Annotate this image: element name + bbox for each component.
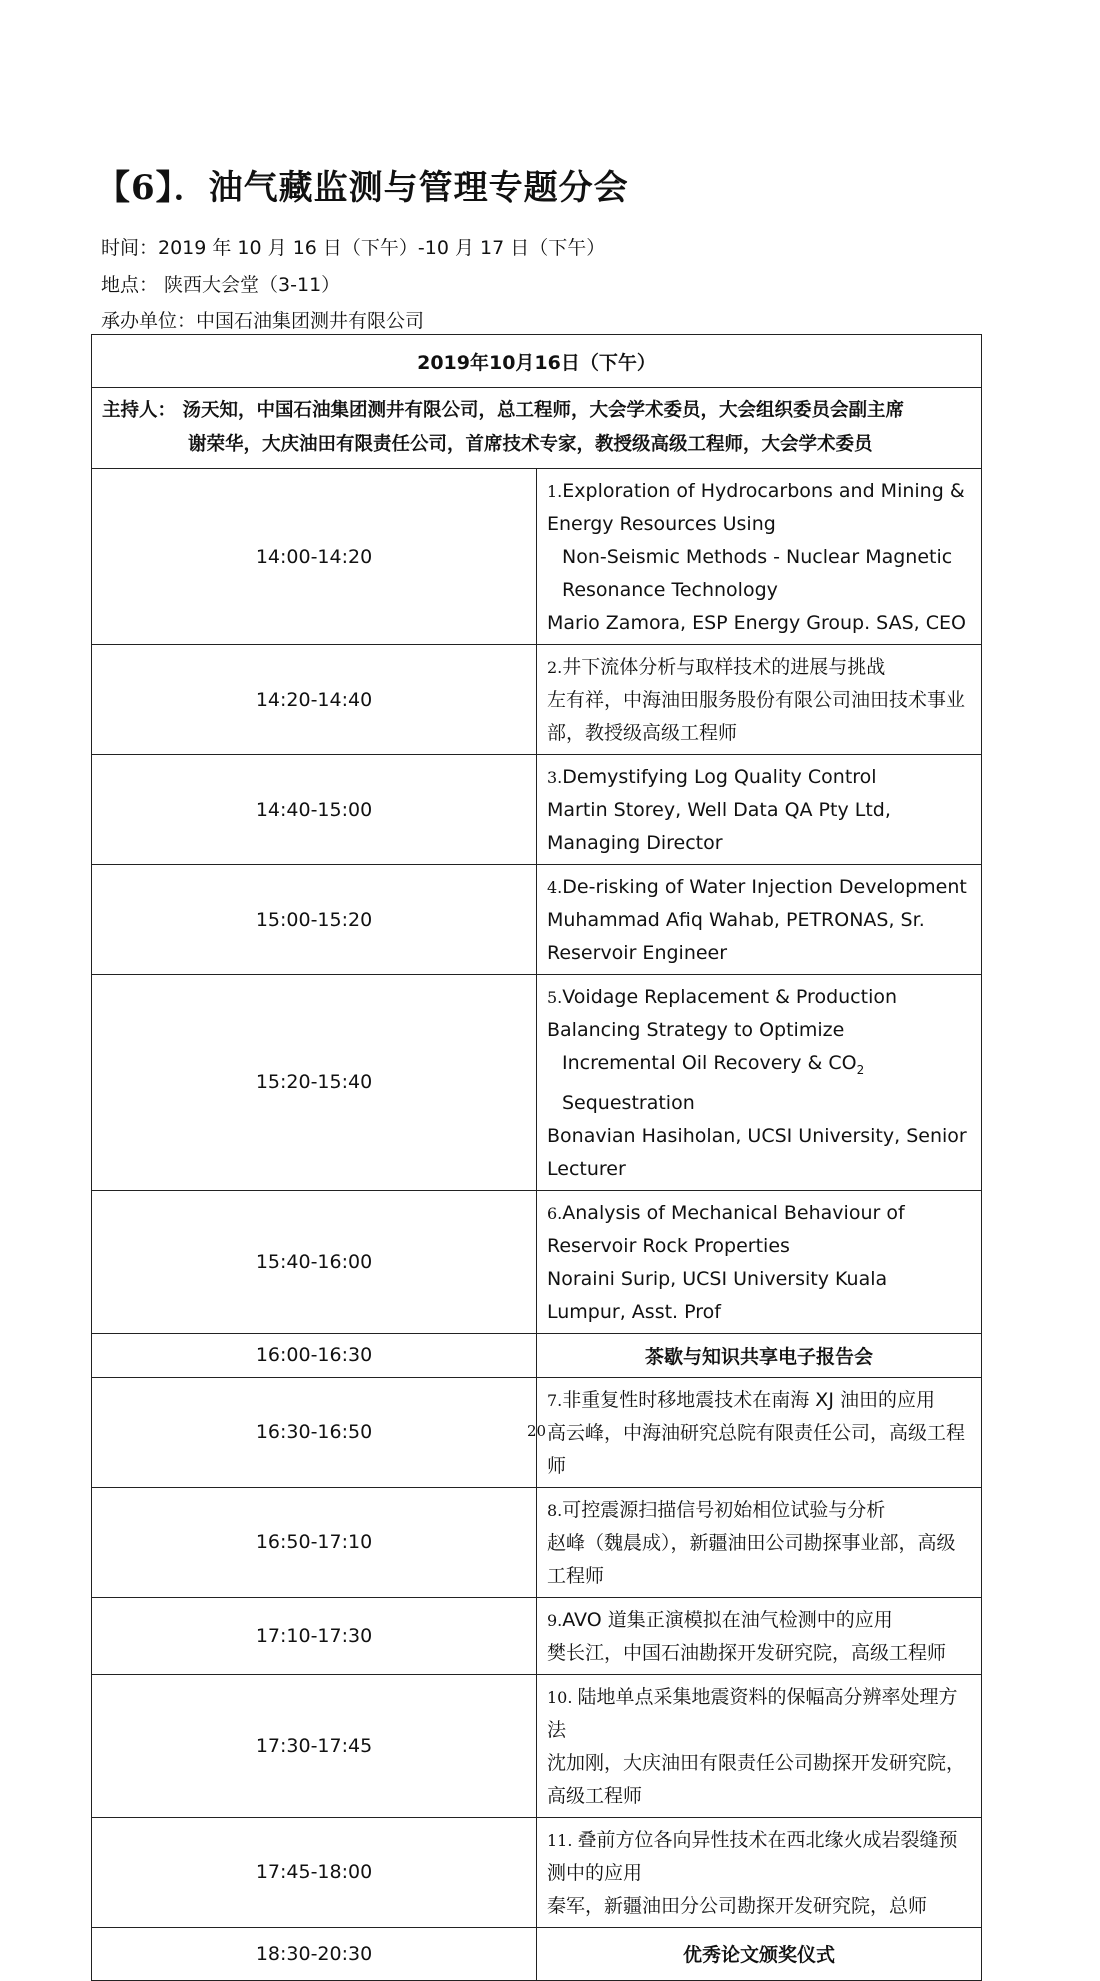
talk-title-text: Exploration of Hydrocarbons and Mining & Energy Resources Using <box>547 480 965 535</box>
talk-title <box>547 1197 971 1263</box>
talk-title <box>547 651 971 684</box>
subscript: 2 <box>856 1062 865 1077</box>
talk-cell <box>537 975 982 1191</box>
row-time: 16:50-17:10 <box>92 1487 537 1597</box>
schedule-table <box>91 334 982 1981</box>
schedule-row <box>92 755 982 865</box>
schedule-row <box>92 975 982 1191</box>
host-line-1: 主持人： 汤天知，中国石油集团测井有限公司，总工程师，大会学术委员，大会组织委员会副主席 <box>102 400 904 421</box>
talk-cell <box>537 1190 982 1333</box>
talk-title-text: 非重复性时移地震技术在南海 XJ 油田的应用 <box>562 1388 935 1411</box>
title-part: Incremental Oil Recovery & CO <box>562 1052 857 1074</box>
talk-speaker: Muhammad Afiq Wahab, PETRONAS, Sr. Reservoir Engineer <box>547 909 925 964</box>
talk-title <box>547 761 971 794</box>
schedule-row <box>92 865 982 975</box>
session-organizer: 承办单位：中国石油集团测井有限公司 <box>101 310 425 332</box>
talk-number: 3. <box>547 768 563 787</box>
talk-speaker: Martin Storey, Well Data QA Pty Ltd, Managing Director <box>547 799 891 854</box>
row-time: 15:00-15:20 <box>92 865 537 975</box>
row-time: 15:20-15:40 <box>92 975 537 1191</box>
talk-speaker: 樊长江，中国石油勘探开发研究院，高级工程师 <box>547 1641 947 1664</box>
talk-title-text: 叠前方位各向异性技术在西北缘火成岩裂缝预测中的应用 <box>547 1828 958 1884</box>
row-time: 16:30-16:50 <box>92 1377 537 1487</box>
row-time: 14:40-15:00 <box>92 755 537 865</box>
talk-number: 4. <box>547 878 563 897</box>
row-time: 17:30-17:45 <box>92 1674 537 1817</box>
row-time: 14:20-14:40 <box>92 645 537 755</box>
page-number: 20 <box>526 1422 547 1440</box>
talk-speaker: 高云峰，中海油研究总院有限责任公司，高级工程师 <box>547 1421 966 1477</box>
schedule-row <box>92 1674 982 1817</box>
talk-title-text: AVO 道集正演模拟在油气检测中的应用 <box>562 1608 893 1631</box>
talk-title <box>547 871 971 904</box>
talk-title-text: Voidage Replacement & Production Balancing Strategy to Optimize <box>547 986 898 1041</box>
schedule-row <box>92 1333 982 1377</box>
talk-title-continued: Non-Seismic Methods - Nuclear Magnetic Resonance Technology <box>562 546 953 601</box>
talk-title <box>547 981 971 1047</box>
talk-speaker: Bonavian Hasiholan, UCSI University, Senior Lecturer <box>547 1124 967 1180</box>
host-line-2: 谢荣华，大庆油田有限责任公司，首席技术专家，教授级高级工程师，大会学术委员 <box>188 434 873 455</box>
talk-speaker: 赵峰（魏晨成），新疆油田公司勘探事业部，高级工程师 <box>547 1531 956 1587</box>
talk-number: 6. <box>547 1203 563 1223</box>
talk-number: 2. <box>547 658 563 677</box>
talk-cell <box>537 469 982 645</box>
talk-title <box>547 1681 971 1747</box>
row-time: 18:30-20:30 <box>92 1927 537 1980</box>
talk-title <box>547 1494 971 1527</box>
title-part: Sequestration <box>562 1091 695 1114</box>
schedule-row <box>92 1817 982 1927</box>
row-time: 16:00-16:30 <box>92 1333 537 1377</box>
talk-title-text: De-risking of Water Injection Development <box>562 876 967 898</box>
session-place: 地点： 陕西大会堂（3-11） <box>101 274 341 296</box>
row-time: 17:10-17:30 <box>92 1597 537 1674</box>
talk-title <box>547 475 971 541</box>
talk-cell <box>537 865 982 975</box>
talk-number: 7. <box>547 1390 563 1410</box>
talk-cell <box>537 755 982 865</box>
row-time: 14:00-14:20 <box>92 469 537 645</box>
schedule-row <box>92 1927 982 1980</box>
talk-title-text: 陆地单点采集地震资料的保幅高分辨率处理方法 <box>547 1685 958 1741</box>
talk-speaker: 左有祥，中海油田服务股份有限公司油田技术事业部，教授级高级工程师 <box>547 689 966 744</box>
talk-cell <box>537 1674 982 1817</box>
talk-speaker: Noraini Surip, UCSI University Kuala Lumpur, Asst. Prof <box>547 1267 888 1323</box>
schedule-row <box>92 469 982 645</box>
schedule-row <box>92 645 982 755</box>
talk-cell <box>537 645 982 755</box>
talk-number: 9. <box>547 1610 563 1630</box>
talk-cell <box>537 1487 982 1597</box>
talk-title <box>547 1604 971 1637</box>
talk-title-text: 井下流体分析与取样技术的进展与挑战 <box>562 656 886 678</box>
talk-cell <box>537 1817 982 1927</box>
host-cell <box>92 388 982 469</box>
talk-number: 5. <box>547 988 563 1007</box>
schedule-row <box>92 1597 982 1674</box>
talk-title-continued <box>547 1047 971 1120</box>
talk-number: 1. <box>547 482 563 501</box>
talk-title-text: 可控震源扫描信号初始相位试验与分析 <box>562 1498 886 1521</box>
talk-number: 10. <box>547 1687 578 1707</box>
talk-speaker: Mario Zamora, ESP Energy Group. SAS, CEO <box>547 612 966 634</box>
date-header: 2019年10月16日（下午） <box>92 335 982 388</box>
talk-cell <box>537 1597 982 1674</box>
talk-title-text: Demystifying Log Quality Control <box>562 766 877 788</box>
talk-number: 8. <box>547 1500 563 1520</box>
talk-speaker: 沈加刚，大庆油田有限责任公司勘探开发研究院，高级工程师 <box>547 1751 966 1807</box>
talk-number: 11. <box>547 1830 578 1850</box>
row-time: 15:40-16:00 <box>92 1190 537 1333</box>
talk-title <box>547 1824 971 1890</box>
schedule-row <box>92 1190 982 1333</box>
row-time: 17:45-18:00 <box>92 1817 537 1927</box>
talk-title-text: Analysis of Mechanical Behaviour of Reservoir Rock Properties <box>547 1201 905 1257</box>
schedule-row <box>92 1487 982 1597</box>
session-time: 时间：2019 年 10 月 16 日（下午）-10 月 17 日（下午） <box>101 237 606 259</box>
break-label: 茶歇与知识共享电子报告会 <box>537 1333 982 1377</box>
session-title: 【6】．油气藏监测与管理专题分会 <box>96 168 629 208</box>
talk-title <box>547 1384 971 1417</box>
break-label: 优秀论文颁奖仪式 <box>537 1927 982 1980</box>
talk-speaker: 秦军，新疆油田分公司勘探开发研究院，总师 <box>547 1894 928 1917</box>
